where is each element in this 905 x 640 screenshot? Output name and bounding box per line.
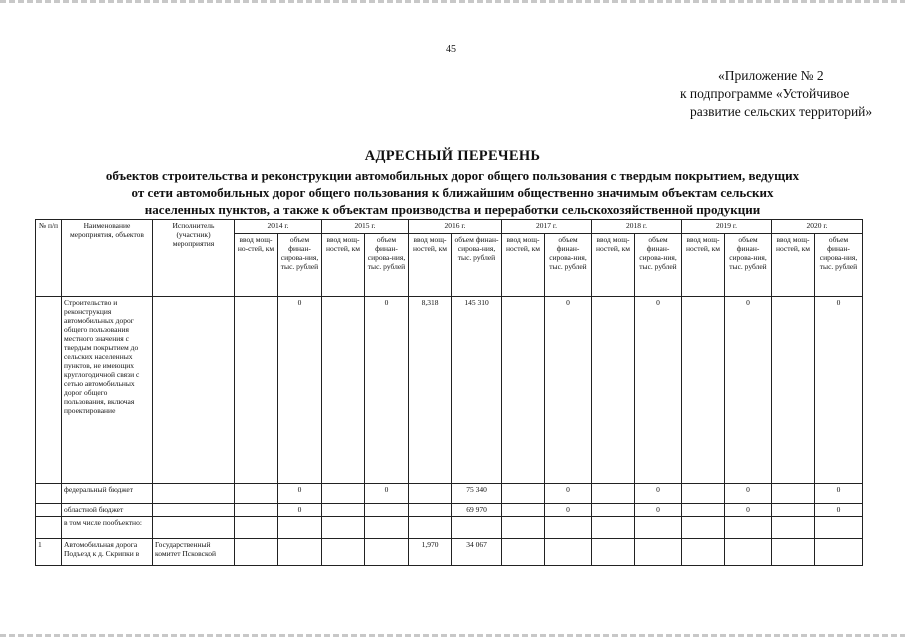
header-funding-2017: объем финан-сирова-ния, тыс. рублей	[545, 234, 592, 297]
header-capacity-2016: ввод мощ-ностей, км	[409, 234, 452, 297]
cell-value	[592, 297, 635, 484]
cell-value	[772, 484, 815, 504]
cell-value: 0	[815, 484, 863, 504]
cell-value	[772, 517, 815, 539]
header-year-2014: 2014 г.	[235, 220, 322, 234]
cell-value: 34 067	[452, 539, 502, 566]
cell-value	[682, 297, 725, 484]
table-row-federal	[36, 484, 863, 504]
cell-value	[502, 517, 545, 539]
cell-value	[815, 517, 863, 539]
cell-value: 0	[635, 504, 682, 517]
cell-value	[682, 539, 725, 566]
cell-value: 0	[278, 297, 322, 484]
header-capacity-2020: ввод мощ-ностей, км	[772, 234, 815, 297]
cell-value	[235, 484, 278, 504]
cell-value	[635, 539, 682, 566]
cell-value: 0	[278, 484, 322, 504]
cell-value	[502, 484, 545, 504]
cell-value: 0	[815, 504, 863, 517]
cell-value	[772, 504, 815, 517]
page-number: 45	[446, 44, 456, 55]
cell-executor	[153, 504, 235, 517]
header-year-2016: 2016 г.	[409, 220, 502, 234]
cell-value: 8,318	[409, 297, 452, 484]
cell-value: 0	[725, 504, 772, 517]
cell-value	[772, 539, 815, 566]
cell-value	[682, 504, 725, 517]
cell-value: 0	[725, 297, 772, 484]
cell-value: 0	[545, 297, 592, 484]
cell-value	[322, 484, 365, 504]
cell-executor	[153, 484, 235, 504]
cell-value	[452, 517, 502, 539]
cell-value: 0	[365, 484, 409, 504]
cell-value: 75 340	[452, 484, 502, 504]
header-capacity-2019: ввод мощ-ностей, км	[682, 234, 725, 297]
cell-value	[322, 517, 365, 539]
cell-value	[322, 504, 365, 517]
cell-value: 0	[545, 504, 592, 517]
cell-value: 0	[278, 504, 322, 517]
cell-value	[365, 539, 409, 566]
cell-value	[502, 539, 545, 566]
header-funding-2015: объем финан-сирова-ния, тыс. рублей	[365, 234, 409, 297]
header-capacity-2018: ввод мощ-ностей, км	[592, 234, 635, 297]
cell-value	[278, 539, 322, 566]
cell-value	[235, 504, 278, 517]
cell-value	[409, 484, 452, 504]
cell-value	[235, 297, 278, 484]
header-year-2017: 2017 г.	[502, 220, 592, 234]
cell-num: 1	[36, 539, 62, 566]
cell-name: Автомобильная дорога Подъезд к д. Скрипки в	[62, 539, 153, 566]
cell-value	[502, 297, 545, 484]
table-row-including	[36, 517, 863, 539]
cell-num	[36, 297, 62, 484]
cell-value	[725, 517, 772, 539]
header-funding-2016: объем финан-сирова-ния, тыс. рублей	[452, 234, 502, 297]
appendix-block	[680, 67, 873, 121]
cell-num	[36, 484, 62, 504]
cell-value	[235, 517, 278, 539]
cell-value: 0	[635, 484, 682, 504]
appendix-line-1: «Приложение № 2	[718, 68, 824, 83]
header-name: Наименование мероприятия, объектов	[62, 220, 153, 297]
scan-top-edge	[0, 0, 905, 3]
cell-value	[682, 517, 725, 539]
cell-value: 0	[815, 297, 863, 484]
cell-executor	[153, 297, 235, 484]
cell-value	[365, 504, 409, 517]
header-capacity-2015: ввод мощ-ностей, км	[322, 234, 365, 297]
header-year-2019: 2019 г.	[682, 220, 772, 234]
header-funding-2020: объем финан-сирова-ния, тыс. рублей	[815, 234, 863, 297]
cell-value	[322, 539, 365, 566]
header-year-2018: 2018 г.	[592, 220, 682, 234]
cell-value: 69 970	[452, 504, 502, 517]
document-title: АДРЕСНЫЙ ПЕРЕЧЕНЬ	[364, 148, 541, 164]
header-capacity-2017: ввод мощ-ностей, км	[502, 234, 545, 297]
cell-value: 0	[725, 484, 772, 504]
cell-value	[365, 517, 409, 539]
scan-bottom-edge	[0, 634, 905, 637]
document-subtitle-line-1: объектов строительства и реконструкции автомобильных дорог общего пользования с твердым покрытием, ведущих	[105, 168, 800, 183]
cell-num	[36, 517, 62, 539]
cell-value: 0	[635, 297, 682, 484]
cell-value	[545, 517, 592, 539]
cell-value	[409, 504, 452, 517]
table-row-regional	[36, 504, 863, 517]
cell-value	[235, 539, 278, 566]
appendix-line-3: развитие сельских территорий»	[690, 104, 873, 119]
header-executor: Исполнитель (участник) мероприятия	[153, 220, 235, 297]
cell-name: федеральный бюджет	[62, 484, 153, 504]
cell-value	[409, 517, 452, 539]
cell-value	[322, 297, 365, 484]
document-subtitle-line-3: населенных пунктов, а также к объектам производства и переработки сельскохозяйственной продукции	[144, 202, 761, 217]
cell-value	[815, 539, 863, 566]
cell-value	[592, 484, 635, 504]
document-subtitle-line-2: от сети автомобильных дорог общего пользования к ближайшим общественно значимым объектам сельских	[131, 185, 774, 200]
address-list-table	[35, 219, 863, 566]
cell-name: Строительство и реконструкция автомобильных дорог общего пользования местного значения с твердым покрытием до сельских населенных пунктов, не имеющих круглогодичной связи с сетью автомобильных дорог общего пользования, включая проектирование	[62, 297, 153, 484]
cell-value	[592, 517, 635, 539]
cell-value	[635, 517, 682, 539]
cell-value	[682, 484, 725, 504]
header-year-2015: 2015 г.	[322, 220, 409, 234]
cell-value	[772, 297, 815, 484]
cell-value	[592, 504, 635, 517]
cell-value	[592, 539, 635, 566]
table-row-total	[36, 297, 863, 484]
table-row-object-1	[36, 539, 863, 566]
cell-executor	[153, 517, 235, 539]
header-capacity-2014: ввод мощ-но-стей, км	[235, 234, 278, 297]
header-num: № п/п	[36, 220, 62, 297]
cell-value	[278, 517, 322, 539]
cell-value: 145 310	[452, 297, 502, 484]
cell-num	[36, 504, 62, 517]
cell-name: в том числе пообъектно:	[62, 517, 153, 539]
header-year-2020: 2020 г.	[772, 220, 863, 234]
cell-value: 1,970	[409, 539, 452, 566]
header-funding-2014: объем финан-сирова-ния, тыс. рублей	[278, 234, 322, 297]
cell-value: 0	[365, 297, 409, 484]
cell-executor: Государственный комитет Псковской	[153, 539, 235, 566]
header-funding-2018: объем финан-сирова-ния, тыс. рублей	[635, 234, 682, 297]
header-funding-2019: объем финан-сирова-ния, тыс. рублей	[725, 234, 772, 297]
cell-value: 0	[545, 484, 592, 504]
cell-name: областной бюджет	[62, 504, 153, 517]
appendix-line-2: к подпрограмме «Устойчивое	[680, 86, 850, 101]
cell-value	[502, 504, 545, 517]
cell-value	[545, 539, 592, 566]
cell-value	[725, 539, 772, 566]
